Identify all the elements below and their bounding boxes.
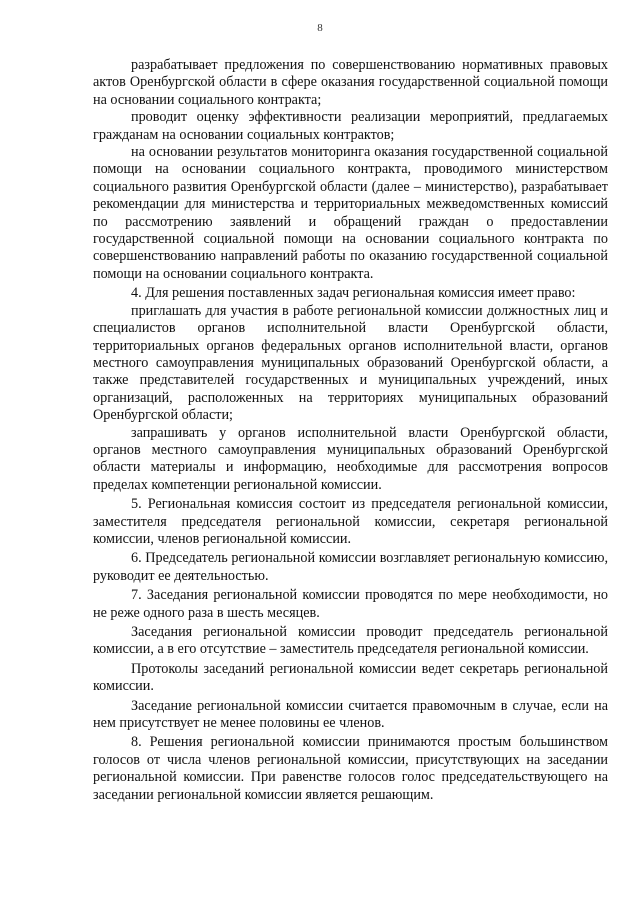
paragraph: 7. Заседания региональной комиссии проводятся по мере необходимости, но не реже одного раза в шесть месяцев. — [93, 587, 608, 621]
page-number: 8 — [317, 22, 323, 34]
document-body — [93, 57, 608, 804]
paragraph: разрабатывает предложения по совершенствованию нормативных правовых актов Оренбургской области в сфере оказания государственной социальной помощи на основании социального контракта; — [93, 57, 608, 108]
paragraph: на основании результатов мониторинга оказания государственной социальной помощи на основании социального контракта, проводимого министерством социального развития Оренбургской области (далее – министерство), разрабатывает рекомендации для министерства и территориальных межведомственных комиссий по рассмотрению заявлений и обращений граждан о предоставлении государственной социальной помощи на основании социального контракта по совершенствованию направлений работы по оказанию государственной социальной помощи на основании социального контракта. — [93, 144, 608, 282]
paragraph: Протоколы заседаний региональной комиссии ведет секретарь региональной комиссии. — [93, 660, 608, 695]
paragraph: проводит оценку эффективности реализации мероприятий, предлагаемых гражданам на основании социальных контрактов; — [93, 109, 608, 143]
paragraph: 5. Региональная комиссия состоит из председателя региональной комиссии, заместителя председателя региональной комиссии, секретаря региональной комиссии, членов региональной комиссии. — [93, 496, 608, 547]
paragraph: запрашивать у органов исполнительной власти Оренбургской области, органов местного самоуправления муниципальных образований Оренбургской области материалы и информацию, необходимые для рассмотрения вопросов пределах компетенции региональной комиссии. — [93, 424, 608, 493]
paragraph: 4. Для решения поставленных задач региональная комиссия имеет право: — [131, 285, 576, 302]
paragraph: 6. Председатель региональной комиссии возглавляет региональную комиссию, руководит ее деятельностью. — [93, 550, 608, 584]
paragraph: Заседания региональной комиссии проводит председатель региональной комиссии, а в его отсутствие – заместитель председателя региональной комиссии. — [93, 624, 608, 658]
paragraph: 8. Решения региональной комиссии принимаются простым большинством голосов от числа членов региональной комиссии, присутствующих на заседании региональной комиссии. При равенстве голосов голос председательствующего на заседании региональной комиссии является решающим. — [93, 734, 608, 803]
paragraph: Заседание региональной комиссии считается правомочным в случае, если на нем присутствует не менее половины ее членов. — [93, 697, 608, 732]
paragraph: приглашать для участия в работе региональной комиссии должностных лиц и специалистов органов исполнительной власти Оренбургской области, территориальных органов федеральных органов исполнительной власти, органов местного самоуправления муниципальных образований Оренбургской области, а также представителей государственных и муниципальных учреждений, иных организаций, расположенных на территориях муниципальных образований Оренбургской области; — [93, 302, 608, 424]
